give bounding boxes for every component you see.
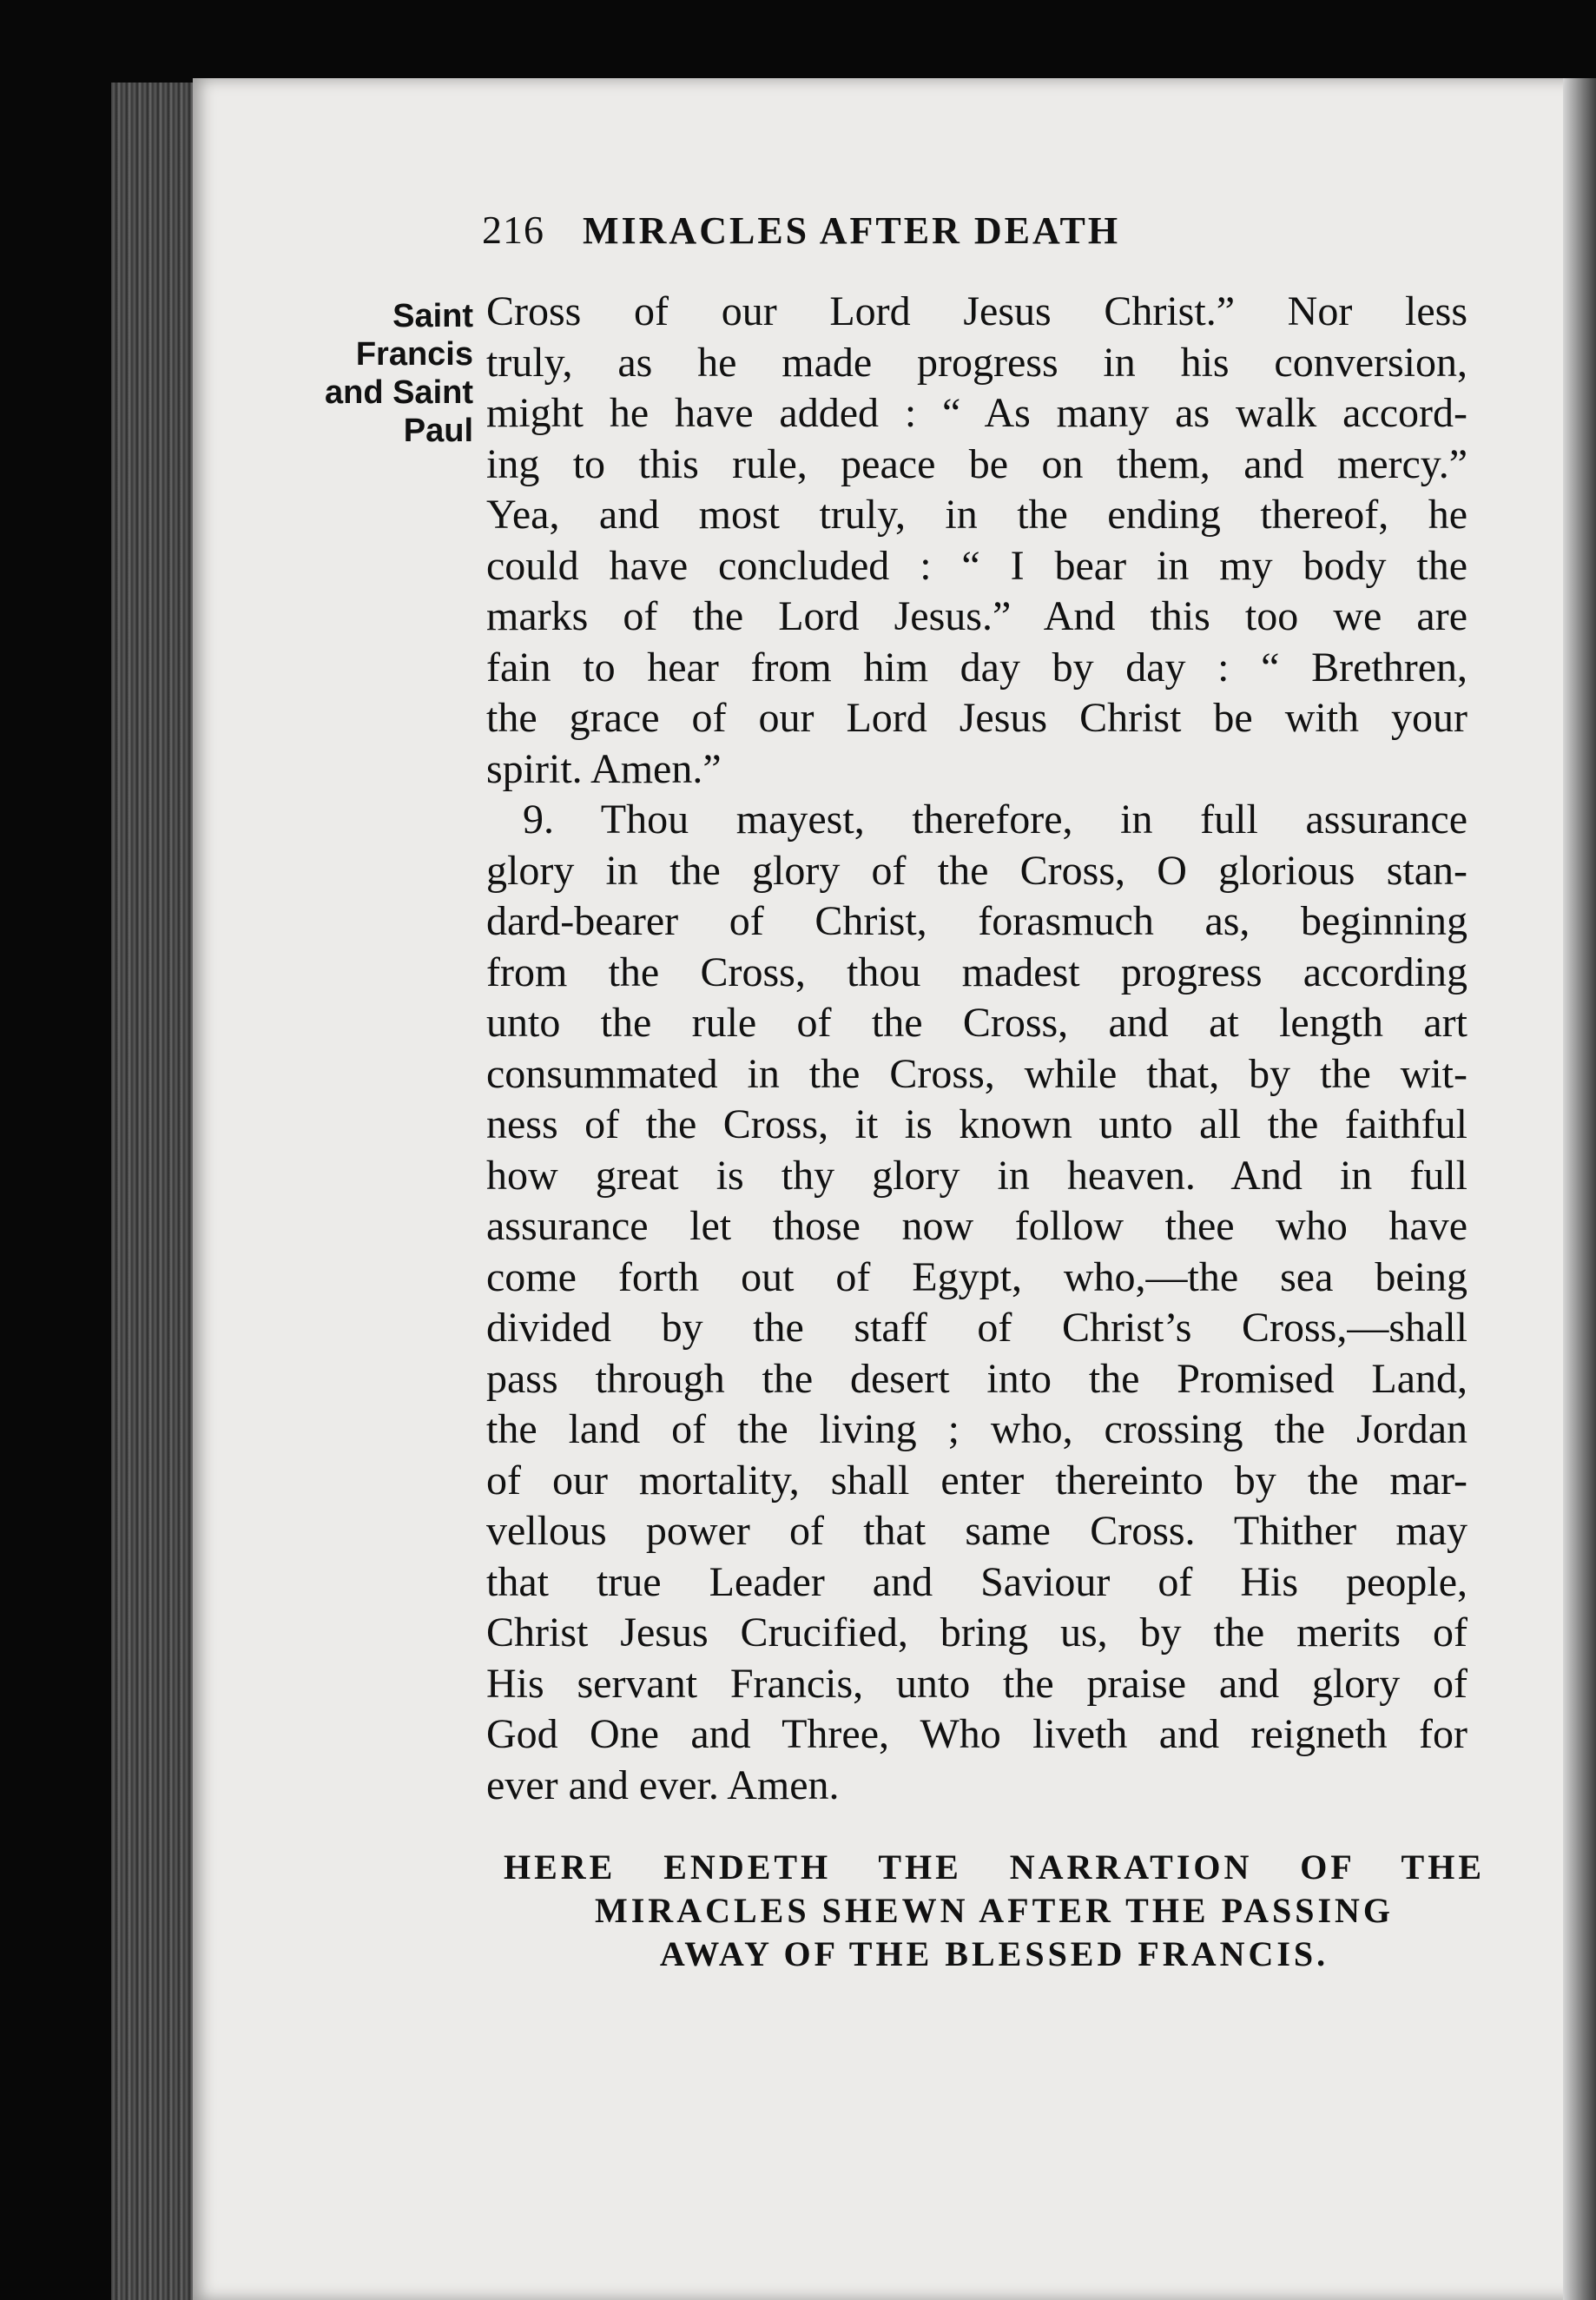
text-line: could have concluded : “ I bear in my body the: [486, 542, 1467, 589]
explicit-line: HERE ENDETH THE NARRATION OF THE: [504, 1847, 1485, 1887]
text-line: from the Cross, thou madest progress according: [486, 948, 1467, 995]
text-line: glory in the glory of the Cross, O glorious stan-: [486, 847, 1467, 894]
text-line: consummated in the Cross, while that, by the wit-: [486, 1050, 1467, 1097]
text-line: Yea, and most truly, in the ending thereof, he: [486, 492, 1467, 538]
text-line: dard-bearer of Christ, forasmuch as, beginning: [486, 898, 1467, 944]
text-line: the land of the living ; who, crossing the Jordan: [486, 1406, 1467, 1452]
book-spine: [111, 83, 202, 2300]
text-line: Christ Jesus Crucified, bring us, by the merits of: [486, 1609, 1467, 1656]
explicit-colophon: [504, 1846, 1485, 1976]
page-number: 216: [482, 208, 544, 252]
text-line: Cross of our Lord Jesus Christ.” Nor less: [486, 288, 1467, 334]
text-line: of our mortality, shall enter thereinto by the mar-: [486, 1457, 1467, 1504]
text-line: that true Leader and Saviour of His people,: [486, 1558, 1467, 1605]
text-line: assurance let those now follow thee who have: [486, 1203, 1467, 1249]
text-line: might he have added : “ As many as walk accord-: [486, 390, 1467, 436]
text-line: marks of the Lord Jesus.” And this too we are: [486, 593, 1467, 639]
text-line: His servant Francis, unto the praise and glory of: [486, 1660, 1467, 1707]
paragraph-start-line: 9. Thou mayest, therefore, in full assurance: [523, 796, 1467, 843]
text-line: vellous power of that same Cross. Thither may: [486, 1508, 1467, 1554]
page-header: [482, 207, 1350, 268]
text-line: ing to this rule, peace be on them, and mercy.”: [486, 440, 1467, 487]
explicit-line: MIRACLES SHEWN AFTER THE PASSING: [594, 1891, 1395, 1930]
text-line: how great is thy glory in heaven. And in full: [486, 1152, 1467, 1199]
text-line: spirit. Amen.”: [486, 745, 722, 792]
body-text: [486, 287, 1467, 1811]
page-edge: [1563, 78, 1596, 2300]
text-line: fain to hear from him day by day : “ Brethren,: [486, 644, 1467, 691]
text-line: the grace of our Lord Jesus Christ be with your: [486, 695, 1467, 741]
margin-note-line: and Saint: [324, 374, 473, 411]
text-line: God One and Three, Who liveth and reigneth for: [486, 1711, 1467, 1757]
text-line: truly, as he made progress in his conversion,: [486, 339, 1467, 386]
margin-note-line: Paul: [403, 413, 473, 449]
margin-note-line: Saint: [392, 298, 473, 334]
text-line: pass through the desert into the Promised Land,: [486, 1355, 1467, 1402]
text-line: come forth out of Egypt, who,—the sea being: [486, 1253, 1467, 1300]
margin-note-line: Francis: [355, 336, 473, 373]
text-line: unto the rule of the Cross, and at length art: [486, 1000, 1467, 1046]
running-head: MIRACLES AFTER DEATH: [583, 209, 1121, 252]
text-line: divided by the staff of Christ’s Cross,—shall: [486, 1305, 1467, 1351]
margin-note: [261, 297, 473, 450]
text-line: ever and ever. Amen.: [486, 1761, 840, 1808]
explicit-line: AWAY OF THE BLESSED FRANCIS.: [659, 1934, 1329, 1973]
text-line: ness of the Cross, it is known unto all the faithful: [486, 1101, 1467, 1147]
